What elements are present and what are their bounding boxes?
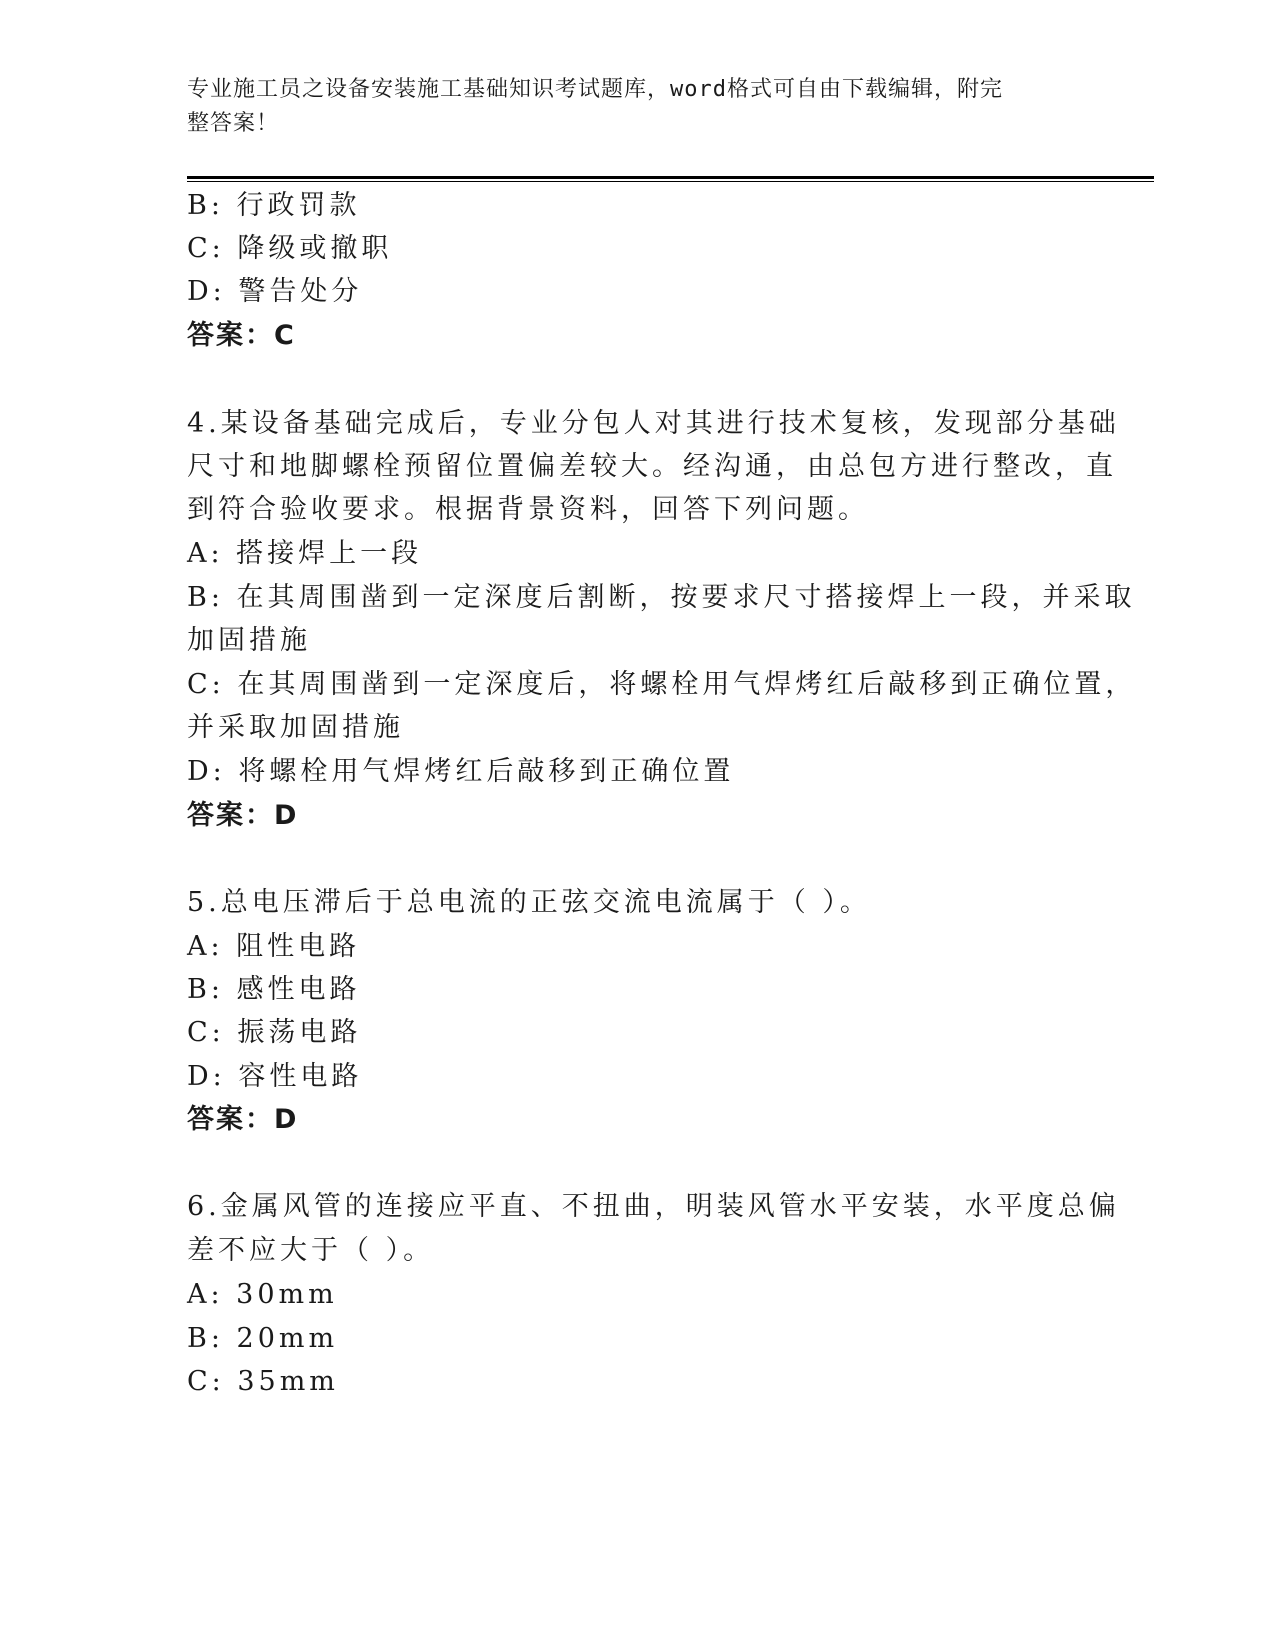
q3-option-b: B: 行政罚款 — [187, 190, 361, 221]
q4-option-d: D: 将螺栓用气焊烤红后敲移到正确位置 — [187, 756, 735, 787]
q5-stem: 5.总电压滞后于总电流的正弦交流电流属于（ ）。 — [187, 887, 871, 918]
q3-option-c: C: 降级或撤职 — [187, 233, 393, 264]
q4-option-c-line-2: 并采取加固措施 — [187, 712, 404, 743]
q5-option-c: C: 振荡电路 — [187, 1017, 362, 1048]
header-divider-thick — [187, 176, 1154, 179]
q4-option-a: A: 搭接焊上一段 — [187, 538, 423, 569]
q4-stem-line-3: 到符合验收要求。根据背景资料，回答下列问题。 — [187, 494, 869, 525]
q6-option-b: B: 20mm — [187, 1323, 339, 1354]
q4-stem-line-2: 尺寸和地脚螺栓预留位置偏差较大。经沟通，由总包方进行整改，直 — [187, 451, 1117, 482]
q5-option-d: D: 容性电路 — [187, 1061, 363, 1092]
q4-option-b-line-2: 加固措施 — [187, 625, 311, 656]
document-header — [187, 73, 1067, 141]
q6-stem-line-1: 6.金属风管的连接应平直、不扭曲，明装风管水平安装，水平度总偏 — [187, 1191, 1120, 1222]
q5-option-a: A: 阻性电路 — [187, 931, 361, 962]
q4-option-b-line-1: B: 在其周围凿到一定深度后割断，按要求尺寸搭接焊上一段，并采取 — [187, 582, 1136, 613]
q5-option-b: B: 感性电路 — [187, 974, 361, 1005]
q6-stem-line-2: 差不应大于（ ）。 — [187, 1235, 435, 1266]
q4-stem-line-1: 4.某设备基础完成后，专业分包人对其进行技术复核，发现部分基础 — [187, 408, 1120, 439]
header-line-2: 整答案！ — [187, 111, 280, 136]
q6-option-c: C: 35mm — [187, 1366, 339, 1397]
header-line-1: 专业施工员之设备安装施工基础知识考试题库，word格式可自由下载编辑，附完 — [187, 77, 1003, 102]
q5-answer: 答案：D — [187, 1104, 299, 1135]
header-divider-thin — [187, 181, 1154, 182]
q3-option-d: D: 警告处分 — [187, 276, 363, 307]
q3-answer: 答案：C — [187, 320, 296, 351]
q4-answer: 答案：D — [187, 800, 299, 831]
q6-option-a: A: 30mm — [187, 1279, 338, 1310]
q4-option-c-line-1: C: 在其周围凿到一定深度后，将螺栓用气焊烤红后敲移到正确位置， — [187, 669, 1137, 700]
